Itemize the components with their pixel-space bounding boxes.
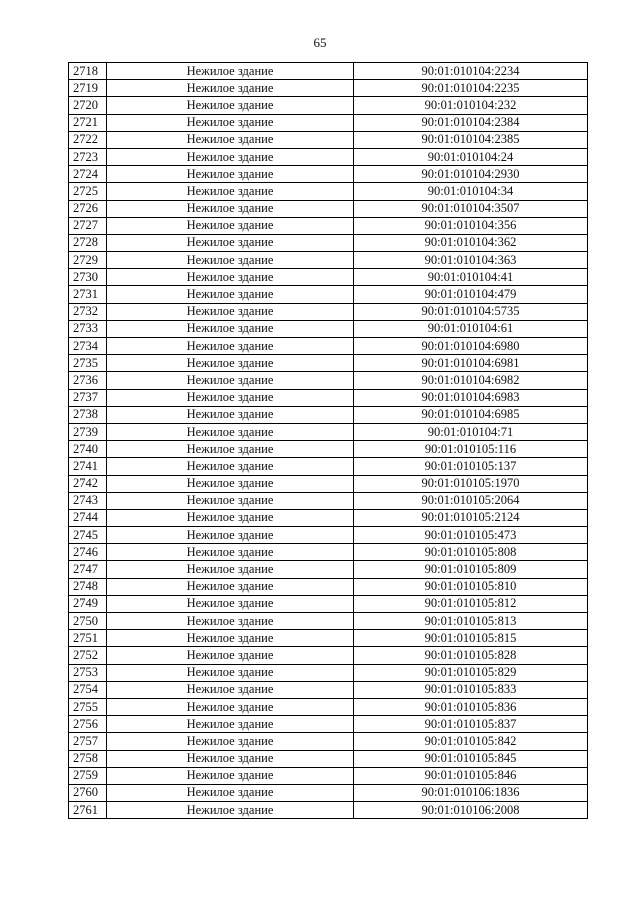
table-row xyxy=(69,148,588,165)
table-row xyxy=(69,355,588,372)
table-row xyxy=(69,544,588,561)
table-row xyxy=(69,131,588,148)
object-type-cell: Нежилое здание xyxy=(107,458,354,475)
cadastral-number-cell: 90:01:010104:2235 xyxy=(354,80,588,97)
object-type-cell: Нежилое здание xyxy=(107,406,354,423)
cadastral-number-cell: 90:01:010105:846 xyxy=(354,767,588,784)
table-row xyxy=(69,217,588,234)
row-number-cell: 2745 xyxy=(69,527,107,544)
object-type-cell: Нежилое здание xyxy=(107,681,354,698)
row-number-cell: 2728 xyxy=(69,234,107,251)
object-type-cell: Нежилое здание xyxy=(107,784,354,801)
object-type-cell: Нежилое здание xyxy=(107,733,354,750)
table-row xyxy=(69,698,588,715)
row-number-cell: 2722 xyxy=(69,131,107,148)
object-type-cell: Нежилое здание xyxy=(107,234,354,251)
object-type-cell: Нежилое здание xyxy=(107,527,354,544)
object-type-cell: Нежилое здание xyxy=(107,630,354,647)
table-body xyxy=(69,63,588,819)
row-number-cell: 2736 xyxy=(69,372,107,389)
object-type-cell: Нежилое здание xyxy=(107,802,354,819)
cadastral-number-cell: 90:01:010105:815 xyxy=(354,630,588,647)
object-type-cell: Нежилое здание xyxy=(107,613,354,630)
table-row xyxy=(69,166,588,183)
table-row xyxy=(69,595,588,612)
object-type-cell: Нежилое здание xyxy=(107,217,354,234)
table-row xyxy=(69,475,588,492)
object-type-cell: Нежилое здание xyxy=(107,578,354,595)
object-type-cell: Нежилое здание xyxy=(107,80,354,97)
row-number-cell: 2725 xyxy=(69,183,107,200)
row-number-cell: 2721 xyxy=(69,114,107,131)
table-row xyxy=(69,303,588,320)
row-number-cell: 2744 xyxy=(69,509,107,526)
table-row xyxy=(69,750,588,767)
table-row xyxy=(69,338,588,355)
table-row xyxy=(69,647,588,664)
object-type-cell: Нежилое здание xyxy=(107,114,354,131)
cadastral-number-cell: 90:01:010104:6982 xyxy=(354,372,588,389)
cadastral-number-cell: 90:01:010104:2385 xyxy=(354,131,588,148)
table-row xyxy=(69,492,588,509)
table-row xyxy=(69,80,588,97)
row-number-cell: 2746 xyxy=(69,544,107,561)
row-number-cell: 2759 xyxy=(69,767,107,784)
table-row xyxy=(69,802,588,819)
table-row xyxy=(69,681,588,698)
row-number-cell: 2735 xyxy=(69,355,107,372)
table-row xyxy=(69,733,588,750)
row-number-cell: 2751 xyxy=(69,630,107,647)
table-row xyxy=(69,286,588,303)
row-number-cell: 2724 xyxy=(69,166,107,183)
cadastral-number-cell: 90:01:010104:479 xyxy=(354,286,588,303)
row-number-cell: 2741 xyxy=(69,458,107,475)
object-type-cell: Нежилое здание xyxy=(107,441,354,458)
cadastral-number-cell: 90:01:010105:829 xyxy=(354,664,588,681)
row-number-cell: 2739 xyxy=(69,423,107,440)
object-type-cell: Нежилое здание xyxy=(107,303,354,320)
object-type-cell: Нежилое здание xyxy=(107,544,354,561)
cadastral-number-cell: 90:01:010104:3507 xyxy=(354,200,588,217)
row-number-cell: 2729 xyxy=(69,252,107,269)
row-number-cell: 2756 xyxy=(69,716,107,733)
object-type-cell: Нежилое здание xyxy=(107,252,354,269)
object-type-cell: Нежилое здание xyxy=(107,423,354,440)
object-type-cell: Нежилое здание xyxy=(107,63,354,80)
table-row xyxy=(69,784,588,801)
cadastral-number-cell: 90:01:010105:809 xyxy=(354,561,588,578)
row-number-cell: 2732 xyxy=(69,303,107,320)
cadastral-number-cell: 90:01:010106:1836 xyxy=(354,784,588,801)
object-type-cell: Нежилое здание xyxy=(107,269,354,286)
property-registry-table xyxy=(68,62,588,819)
table-row xyxy=(69,716,588,733)
cadastral-number-cell: 90:01:010104:232 xyxy=(354,97,588,114)
cadastral-number-cell: 90:01:010105:813 xyxy=(354,613,588,630)
row-number-cell: 2740 xyxy=(69,441,107,458)
cadastral-number-cell: 90:01:010105:842 xyxy=(354,733,588,750)
row-number-cell: 2750 xyxy=(69,613,107,630)
object-type-cell: Нежилое здание xyxy=(107,595,354,612)
row-number-cell: 2755 xyxy=(69,698,107,715)
cadastral-number-cell: 90:01:010105:473 xyxy=(354,527,588,544)
table-row xyxy=(69,578,588,595)
cadastral-number-cell: 90:01:010104:61 xyxy=(354,320,588,337)
table-row xyxy=(69,389,588,406)
row-number-cell: 2731 xyxy=(69,286,107,303)
row-number-cell: 2719 xyxy=(69,80,107,97)
cadastral-number-cell: 90:01:010104:24 xyxy=(354,148,588,165)
object-type-cell: Нежилое здание xyxy=(107,131,354,148)
cadastral-number-cell: 90:01:010104:363 xyxy=(354,252,588,269)
cadastral-number-cell: 90:01:010104:362 xyxy=(354,234,588,251)
row-number-cell: 2753 xyxy=(69,664,107,681)
cadastral-number-cell: 90:01:010105:810 xyxy=(354,578,588,595)
cadastral-number-cell: 90:01:010105:2124 xyxy=(354,509,588,526)
object-type-cell: Нежилое здание xyxy=(107,509,354,526)
cadastral-number-cell: 90:01:010104:6983 xyxy=(354,389,588,406)
cadastral-number-cell: 90:01:010105:2064 xyxy=(354,492,588,509)
cadastral-number-cell: 90:01:010104:34 xyxy=(354,183,588,200)
object-type-cell: Нежилое здание xyxy=(107,716,354,733)
object-type-cell: Нежилое здание xyxy=(107,561,354,578)
row-number-cell: 2720 xyxy=(69,97,107,114)
cadastral-number-cell: 90:01:010104:5735 xyxy=(354,303,588,320)
row-number-cell: 2757 xyxy=(69,733,107,750)
table-row xyxy=(69,441,588,458)
table-row xyxy=(69,114,588,131)
row-number-cell: 2730 xyxy=(69,269,107,286)
table-row xyxy=(69,320,588,337)
object-type-cell: Нежилое здание xyxy=(107,338,354,355)
row-number-cell: 2748 xyxy=(69,578,107,595)
row-number-cell: 2747 xyxy=(69,561,107,578)
object-type-cell: Нежилое здание xyxy=(107,647,354,664)
cadastral-number-cell: 90:01:010105:137 xyxy=(354,458,588,475)
table-row xyxy=(69,527,588,544)
object-type-cell: Нежилое здание xyxy=(107,97,354,114)
object-type-cell: Нежилое здание xyxy=(107,492,354,509)
table-row xyxy=(69,613,588,630)
row-number-cell: 2737 xyxy=(69,389,107,406)
table-row xyxy=(69,630,588,647)
cadastral-number-cell: 90:01:010106:2008 xyxy=(354,802,588,819)
table-row xyxy=(69,252,588,269)
cadastral-number-cell: 90:01:010104:6980 xyxy=(354,338,588,355)
row-number-cell: 2727 xyxy=(69,217,107,234)
object-type-cell: Нежилое здание xyxy=(107,767,354,784)
table-row xyxy=(69,406,588,423)
row-number-cell: 2718 xyxy=(69,63,107,80)
row-number-cell: 2738 xyxy=(69,406,107,423)
table-row xyxy=(69,509,588,526)
row-number-cell: 2742 xyxy=(69,475,107,492)
cadastral-number-cell: 90:01:010105:836 xyxy=(354,698,588,715)
object-type-cell: Нежилое здание xyxy=(107,183,354,200)
cadastral-number-cell: 90:01:010105:828 xyxy=(354,647,588,664)
row-number-cell: 2723 xyxy=(69,148,107,165)
row-number-cell: 2743 xyxy=(69,492,107,509)
cadastral-number-cell: 90:01:010104:356 xyxy=(354,217,588,234)
cadastral-number-cell: 90:01:010105:116 xyxy=(354,441,588,458)
cadastral-number-cell: 90:01:010105:812 xyxy=(354,595,588,612)
cadastral-number-cell: 90:01:010105:808 xyxy=(354,544,588,561)
object-type-cell: Нежилое здание xyxy=(107,750,354,767)
row-number-cell: 2749 xyxy=(69,595,107,612)
table-row xyxy=(69,664,588,681)
page-number: 65 xyxy=(313,35,327,50)
row-number-cell: 2754 xyxy=(69,681,107,698)
cadastral-number-cell: 90:01:010105:837 xyxy=(354,716,588,733)
table-row xyxy=(69,372,588,389)
table-row xyxy=(69,63,588,80)
cadastral-number-cell: 90:01:010104:6985 xyxy=(354,406,588,423)
object-type-cell: Нежилое здание xyxy=(107,664,354,681)
object-type-cell: Нежилое здание xyxy=(107,698,354,715)
row-number-cell: 2734 xyxy=(69,338,107,355)
object-type-cell: Нежилое здание xyxy=(107,148,354,165)
object-type-cell: Нежилое здание xyxy=(107,475,354,492)
table-row xyxy=(69,97,588,114)
cadastral-number-cell: 90:01:010104:41 xyxy=(354,269,588,286)
object-type-cell: Нежилое здание xyxy=(107,355,354,372)
object-type-cell: Нежилое здание xyxy=(107,389,354,406)
cadastral-number-cell: 90:01:010104:6981 xyxy=(354,355,588,372)
cadastral-number-cell: 90:01:010105:845 xyxy=(354,750,588,767)
cadastral-number-cell: 90:01:010105:1970 xyxy=(354,475,588,492)
table-row xyxy=(69,458,588,475)
table-row xyxy=(69,200,588,217)
cadastral-number-cell: 90:01:010104:2930 xyxy=(354,166,588,183)
table-row xyxy=(69,269,588,286)
object-type-cell: Нежилое здание xyxy=(107,166,354,183)
cadastral-number-cell: 90:01:010104:2234 xyxy=(354,63,588,80)
table-row xyxy=(69,234,588,251)
object-type-cell: Нежилое здание xyxy=(107,372,354,389)
object-type-cell: Нежилое здание xyxy=(107,320,354,337)
object-type-cell: Нежилое здание xyxy=(107,286,354,303)
table-row xyxy=(69,423,588,440)
row-number-cell: 2752 xyxy=(69,647,107,664)
row-number-cell: 2761 xyxy=(69,802,107,819)
cadastral-number-cell: 90:01:010105:833 xyxy=(354,681,588,698)
object-type-cell: Нежилое здание xyxy=(107,200,354,217)
row-number-cell: 2733 xyxy=(69,320,107,337)
cadastral-number-cell: 90:01:010104:71 xyxy=(354,423,588,440)
row-number-cell: 2760 xyxy=(69,784,107,801)
cadastral-number-cell: 90:01:010104:2384 xyxy=(354,114,588,131)
row-number-cell: 2726 xyxy=(69,200,107,217)
table-row xyxy=(69,561,588,578)
table-row xyxy=(69,183,588,200)
row-number-cell: 2758 xyxy=(69,750,107,767)
table-row xyxy=(69,767,588,784)
